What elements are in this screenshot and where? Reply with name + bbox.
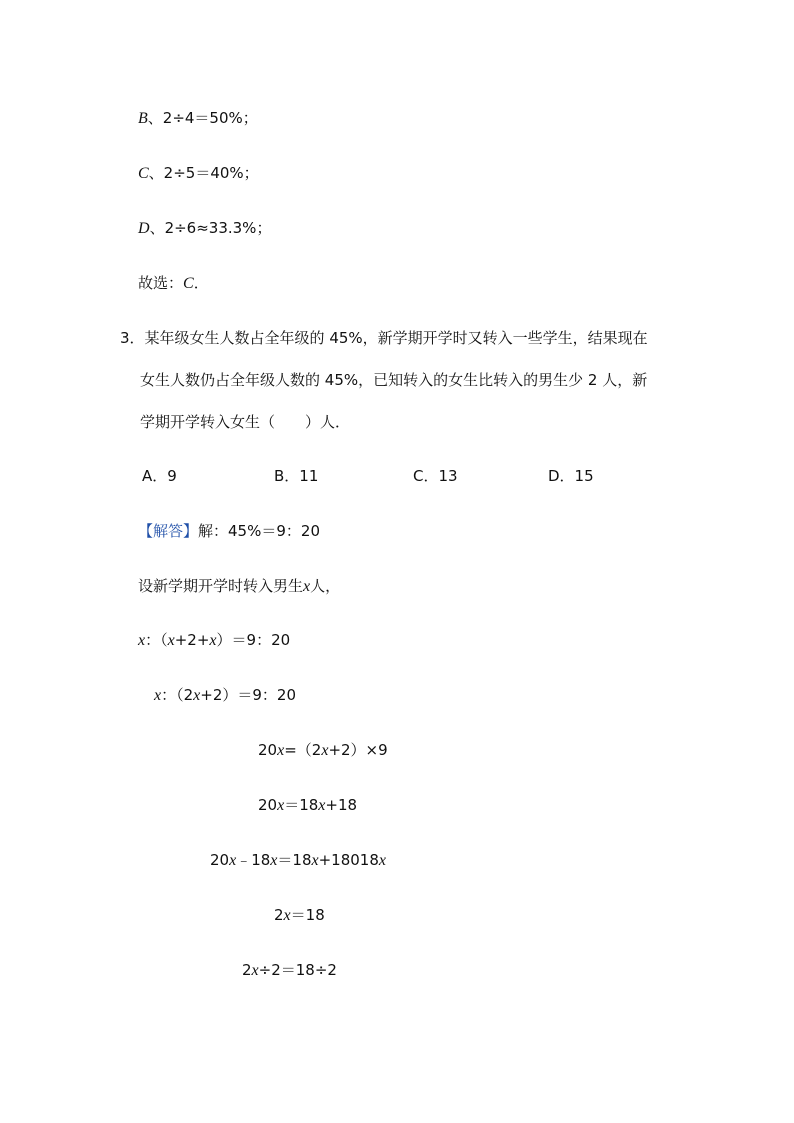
variable-x: x [303,578,311,595]
question-text: 女生人数仍占全年级人数的 45%，已知转入的女生比转入的男生少 2 人，新 [140,371,648,389]
eq-part: =（2 [284,741,322,759]
eq-part: +18 [325,796,358,814]
eq-part: ：（ [145,631,168,649]
setup-text: 人， [310,577,341,595]
eq-part: x [318,797,326,814]
answer-choice: C [183,275,194,292]
eq-part: ﹣18 [236,851,271,869]
equation-step-4 [258,795,357,816]
question-number: 3． [120,329,145,347]
solution-setup [138,576,340,597]
eq-part: x [321,742,329,759]
eq-part: x [167,632,175,649]
eq-part: +2）×9 [328,741,388,759]
option-letter: C [138,165,149,182]
option-d-line [138,218,271,239]
solution-intro [138,521,320,541]
answer-prefix: 故选： [138,274,184,292]
setup-text: 设新学期开学时转入男生 [138,577,304,595]
eq-part: 2 [242,961,252,979]
equation-step-1 [138,630,290,651]
eq-part: x [251,962,259,979]
eq-part: x [209,632,217,649]
option-text: 、2÷4＝50%； [147,109,258,127]
eq-part: x [283,907,291,924]
eq-part: ÷2＝18÷2 [258,961,337,979]
eq-part: x [270,852,278,869]
option-text: 、2÷6≈33.3%； [149,219,272,237]
eq-part: x [378,852,387,869]
equation-step-3 [258,740,388,761]
equation-step-6 [274,905,325,926]
question-text: 某年级女生人数占全年级的 45%，新学期开学时又转入一些学生，结果现在 [144,329,648,347]
option-a: A．9 [142,467,177,485]
eq-part: ：（2 [161,686,194,704]
eq-part: x [154,687,162,704]
question-line-2 [140,370,647,390]
option-d: D．15 [548,467,594,485]
question-line-3 [140,412,350,432]
eq-part: x [277,797,285,814]
eq-part: 2 [274,906,284,924]
equation-step-7 [242,960,337,981]
question-text: 学期开学转入女生（ ）人． [140,413,351,431]
option-b-line [138,108,258,129]
option-letter: B [138,110,148,127]
eq-part: 20 [210,851,230,869]
eq-part: +2）＝9：20 [200,686,297,704]
solution-tag: 【解答】 [138,522,199,540]
option-c-line [138,163,259,184]
eq-part: x [138,632,146,649]
equation-step-2 [154,685,296,706]
eq-part: ＝18 [290,906,325,924]
option-text: 、2÷5＝40%； [148,164,259,182]
eq-part: 20 [258,741,278,759]
answer-suffix: ． [193,274,209,292]
eq-part: ＝18 [284,796,319,814]
eq-part: x [193,687,201,704]
equation-step-5 [210,850,386,871]
eq-part: x [311,852,319,869]
option-b: B．11 [274,467,319,485]
prev-answer [138,273,209,294]
eq-part: 20 [258,796,278,814]
option-letter: D [138,220,150,237]
question-line-1 [120,328,648,348]
eq-part: +2+ [174,631,210,649]
eq-part: x [277,742,285,759]
eq-part: ＝18 [277,851,312,869]
eq-part: ）＝9：20 [216,631,291,649]
option-c: C．13 [413,467,458,485]
eq-part: x [229,852,237,869]
solution-intro-text: 解：45%＝9：20 [198,522,320,540]
eq-part: +18018 [318,851,379,869]
